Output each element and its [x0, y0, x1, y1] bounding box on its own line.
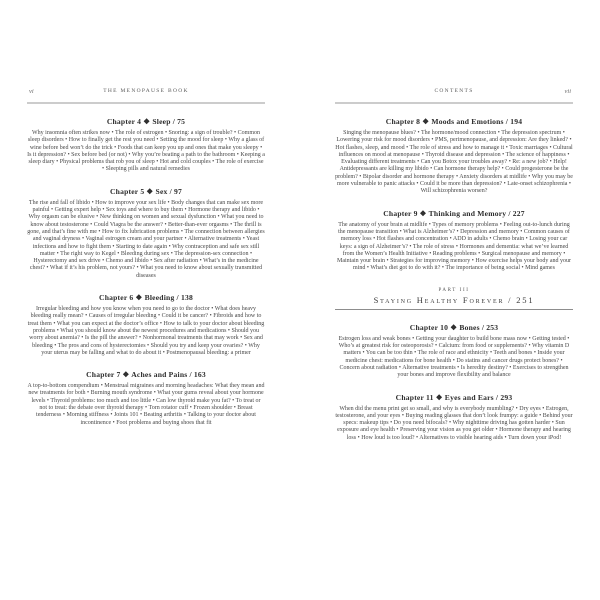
chapter-8-block [335, 117, 573, 196]
chapter-5-block [27, 187, 265, 280]
chapter-10-heading: Chapter 10 ❖ Bones / 253 [409, 322, 499, 332]
folio-left: vi [29, 88, 34, 95]
chapter-11-topics: When did the menu print get so small, and why is everybody mumbling? • Dry eyes • Estrogen, testosterone, and your eyes • Buying reading glasses that don’t look frumpy: a guide • Behind your specs: makeup tips • Do you need bifocals? • Why nighttime driving has gotten harder • Sun exposure and eye health • Preserving your vision as you get older • Hormone therapy and hearing loss • How loud is too loud? • Alternatives to visible hearing aids • Turn down your iPod! [335, 405, 573, 441]
chapter-10-topics: Estrogen loss and weak bones • Getting your daughter to build bone mass now • Getting tested • Who’s at greatest risk for osteoporosis? • Calcium: from food or supplements? • Why vitamin D matters • You can be too thin • The role of race and ethnicity • Teeth and bones • Inside your medicine chest: medications for bone health • Do statins and cancer drugs protect bones? • Concern about radiation • Alternative treatments • Is heredity destiny? • Exercises to strengthen your bones and improve flexibility and balance [338, 335, 570, 379]
chapter-4-heading: Chapter 4 ❖ Sleep / 75 [106, 117, 186, 126]
page-header-left [27, 88, 265, 99]
chapter-5-heading: Chapter 5 ❖ Sex / 97 [109, 186, 183, 196]
chapter-11-heading: Chapter 11 ❖ Eyes and Ears / 293 [395, 392, 513, 402]
chapter-4-topics: Why insomnia often strikes now • The role of estrogen • Snoring: a sign of trouble? • Common sleep disorders • How to finally get the rest you need • Setting the mood for sleep • Why a glass of wine before bed won’t do the trick • Foods that can keep you up and ones that make you sleepy • Is it depression? • Sex before bed (or not) • Why you’re beating a path to the bathroom • Keeping a sleep diary • Physical problems that rob you of sleep • Hot and cold couples • The role of exercise • Sleeping pills and natural remedies [27, 130, 265, 173]
page-header-right [335, 88, 573, 99]
chapter-10-block [335, 323, 573, 380]
page-left [27, 88, 265, 427]
running-head-left: THE MENOPAUSE BOOK [103, 88, 189, 94]
chapter-7-heading: Chapter 7 ❖ Aches and Pains / 163 [86, 370, 206, 380]
part-3-title: Staying Healthy Forever / 251 [373, 294, 535, 305]
chapter-7-block [27, 370, 265, 427]
chapter-8-heading: Chapter 8 ❖ Moods and Emotions / 194 [385, 117, 523, 126]
chapter-9-topics: The anatomy of your brain at midlife • Types of memory problems • Feeling out-to-lunch during the menopause transition • What is Alzheimer’s? • Depression and memory • Common causes of memory loss • Hot flashes and concentration • ADD in adults • Chemo brain • Losing your car keys: a sign of Alzheimer’s? • The role of stress • Hormones and dementia: what we’ve learned from the Women’s Health Initiative • Reading problems • Surgical menopause and memory • Maintain your brain • Strategies for improving memory • How exercise helps your body and your mind • What’s diet got to do with it? • The importance of being social • Mind games [337, 221, 571, 272]
chapter-8-topics: Singing the menopause blues? • The hormone/mood connection • The depression spectrum • Lowering your risk for mood disorders • PMS, perimenopause, and depression: Are they linked? • Hot flashes, sleep, and mood • The role of stress and how to manage it • Toxic marriages • Cultural influences on mood at menopause • Thyroid disease and depression • The science of happiness • Evaluating different treatments • Can you Botox your troubles away? • Re: a new job? • Help! Antidepressants are killing my libido • Can hormone therapy help? • Could progesterone be the problem? • Bipolar disorder and hormone therapy • Anxiety disorders at midlife • Why you may be more vulnerable to panic attacks • Could it be more than depression? • Late-onset schizophrenia • Will schizophrenia worsen? [335, 130, 573, 195]
part-3-divider [335, 288, 573, 310]
header-rule-right [335, 102, 573, 104]
folio-right: vii [564, 88, 571, 95]
page-right [335, 88, 573, 442]
chapter-11-block [335, 393, 573, 442]
chapter-9-heading: Chapter 9 ❖ Thinking and Memory / 227 [383, 208, 525, 218]
chapter-7-topics: A top-to-bottom compendium • Menstrual migraines and morning headaches: What they mean and new treatments for both • Burning mouth syndrome • What your gums reveal about your hormone levels • Thyroid problems: too much and too little • Can low thyroid make you fat? • To treat or not to treat: the debate over thyroid therapy • Torn rotator cuff • Frozen shoulder • Breast tenderness • Morning stiffness • Joints 101 • Beating arthritis • Talking to your doctor about incontinence • Foot problems and buying shoes that fit [27, 383, 265, 426]
part-3-label: PART III [438, 287, 470, 293]
chapter-6-heading: Chapter 6 ❖ Bleeding / 138 [99, 293, 193, 303]
running-head-right: CONTENTS [434, 88, 474, 94]
chapter-6-block [27, 293, 265, 357]
chapter-5-topics: The rise and fall of libido • How to improve your sex life • Body changes that can make sex more painful • Getting expert help • Sex toys and where to buy them • Hormone therapy and libido • Why orgasm can be elusive • New thinking on women and sexual dysfunction • What you need to know about testosterone • Could Viagra be the answer? • Better-than-ever orgasms • The thrill is gone, and that’s fine with me • How to fix lubrication problems • The connection between allergies and vaginal dryness • Vaginal estrogen cream and your partner • Alternative treatments • Yeast infections and how to fight them • Starting to date again • Why contraception and safe sex still matter • The right way to Kegel • Bleeding during sex • The depression-sex connection • Hysterectomy and sex drive • Chemo and libido • Sex after radiation • What’s in the medicine chest? • What if it’s his problem, not yours? • What you need to know about sexually transmitted diseases [27, 199, 265, 279]
header-rule-left [27, 102, 265, 104]
chapter-6-topics: Irregular bleeding and how you know when you need to go to the doctor • What does heavy bleeding really mean? • Causes of irregular bleeding • Could it be cancer? • Fibroids and how to treat them • What you can expect at the doctor’s office • How to talk to your doctor about bleeding problems • What you should know about the newest procedures and medications • Should you worry about anemia? • Is the pill the answer? • Nonhormonal treatments that may work • Sex and bleeding • The pros and cons of hysterectomies • Should you try and keep your ovaries? • Why your uterus may be falling and what to do about it • Postmenopausal bleeding: a primer [27, 306, 265, 356]
chapter-9-block [335, 209, 573, 273]
chapter-4-block [27, 117, 265, 174]
